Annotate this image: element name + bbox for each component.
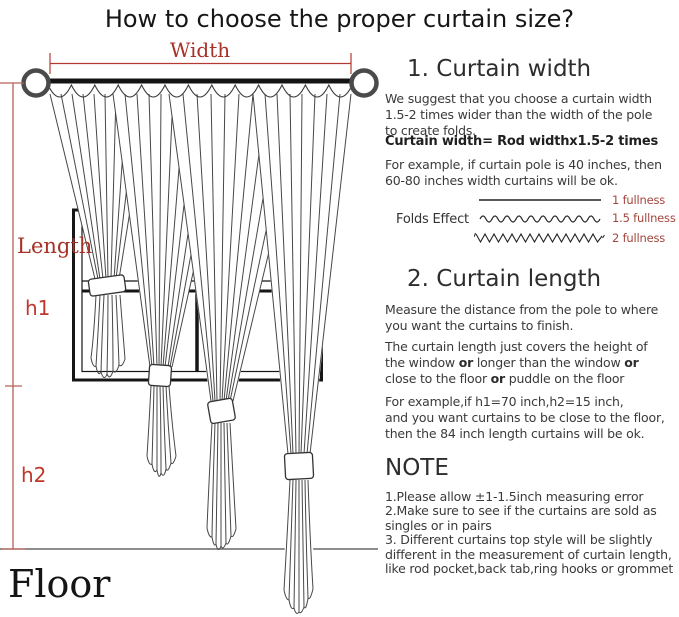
panel-2-tie-band [148,364,171,386]
length-label: Length [17,234,93,258]
fullness-line-zigzag-icon [474,230,606,246]
fullness-1-label: 1 fullness [612,193,666,207]
section-1-heading: 1. Curtain width [407,56,592,82]
h2-label: h2 [21,463,47,487]
fullness-line-straight-icon [478,195,602,205]
rod-ring-right [352,71,377,96]
h1-label: h1 [25,296,51,320]
width-paragraph-1: We suggest that you choose a curtain width 1.5-2 times wider than the width of the pole to create folds. [385,91,653,138]
rod-ring-left [24,71,49,96]
length-paragraph-3: For example,if h1=70 inch,h2=15 inch, and you want curtains to be close to the floor, then the 84 inch length curtains will be ok. [385,394,665,441]
section-2-heading: 2. Curtain length [407,266,602,292]
length-paragraph-2: The curtain length just covers the height of the window or longer than the window or close to the floor or puddle on the floor [385,339,648,386]
panel-3-tie-band [207,398,235,424]
curtain-rod [47,79,353,84]
fullness-line-wave-icon [478,211,602,225]
length-paragraph-1: Measure the distance from the pole to where you want the curtains to finish. [385,302,659,333]
note-heading: NOTE [385,455,449,481]
floor-label: Floor [8,562,111,606]
folds-effect-label: Folds Effect [396,212,469,227]
fullness-1-5-label: 1.5 fullness [612,211,676,225]
width-label: Width [169,38,231,62]
note-list: 1.Please allow ±1-1.5inch measuring error 2.Make sure to see if the curtains are sold as singles or in pairs 3. Different curtains top style will be slightly different in the measurement of curtain length, like rod pocket,back tab,ring hooks or grommet [385,489,674,577]
fullness-2-label: 2 fullness [612,231,666,245]
page-title: How to choose the proper curtain size? [104,5,575,33]
panel-4-tie-band [284,452,313,479]
curtain-width-formula: Curtain width= Rod widthx1.5-2 times [385,134,659,149]
width-paragraph-2: For example, if curtain pole is 40 inches, then 60-80 inches width curtains will be ok. [385,157,662,188]
